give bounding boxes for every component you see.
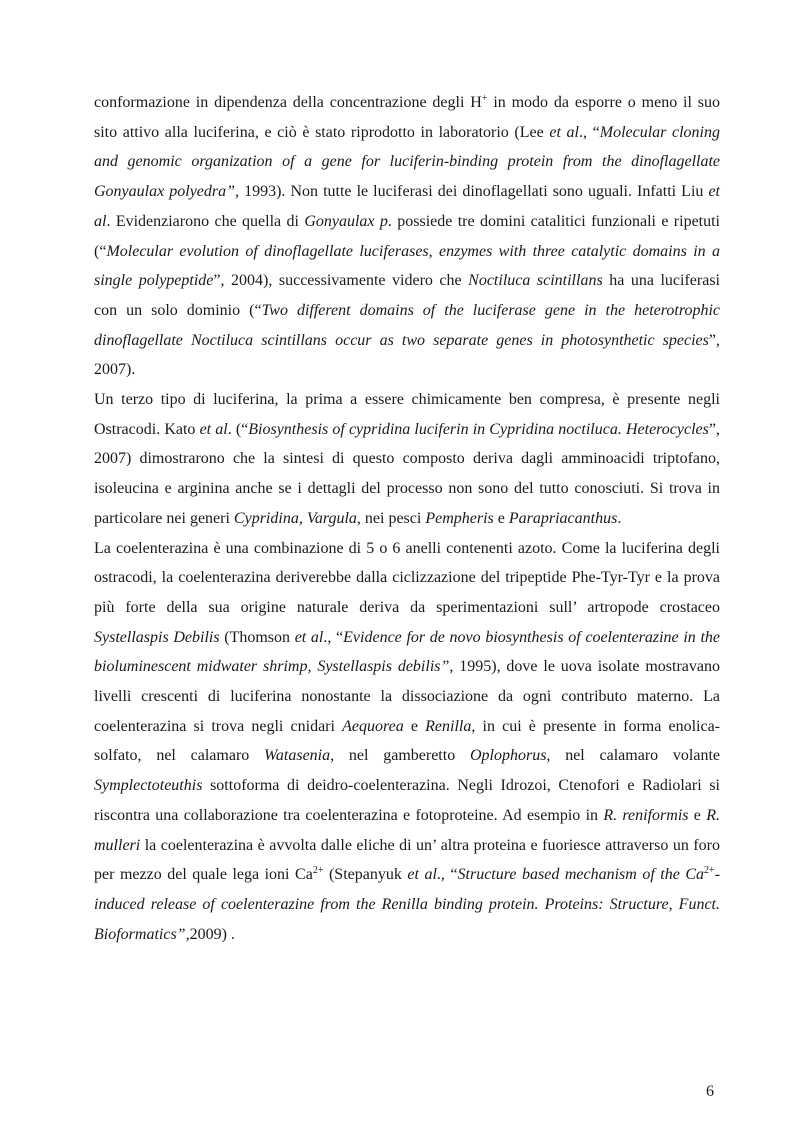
text-run: ., “ xyxy=(323,628,344,646)
italic-text: Molecular evolution of dinoflagellate luciferases, enzymes with three catalytic domains in a single polypeptide xyxy=(94,242,720,290)
text-run: in modo da esporre o meno il suo sito attivo alla luciferina, e ciò è stato riprodotto in laboratorio (Lee xyxy=(94,94,721,141)
text-run: . (“ xyxy=(227,420,249,438)
text-run: . Evidenziarono che quella di xyxy=(106,212,305,230)
italic-text: Symplectoteuthis xyxy=(94,777,203,795)
page-number: 6 xyxy=(706,1083,714,1100)
italic-text: Two different domains of the luciferase gene in the heterotrophic dinoflagellate Noctiluca scintillans occur as two separate genes in photosynthetic species xyxy=(94,301,720,349)
text-run: 2009) . xyxy=(189,925,235,943)
text-run: . possiede tre domini catalitici funzionali e ripetuti (“ xyxy=(94,212,721,260)
italic-text: Gonyaulax p xyxy=(304,212,388,230)
italic-text: Molecular cloning and genomic organization of a gene for luciferin-binding protein from the dinoflagellate Gonyaulax polyedra”, xyxy=(94,123,721,201)
italic-text: Cypridina xyxy=(233,509,299,527)
italic-text: R. mulleri xyxy=(94,806,721,854)
text-run: , nel calamaro volante xyxy=(546,747,721,765)
text-run: e xyxy=(493,509,509,527)
text-run: La coelenterazina è una combinazione di 5 o 6 anelli contenenti azoto. Come la luciferina degli ostracodi, la coelenterazina deriverebbe dalla ciclizzazione del tripeptide Phe-Tyr-Tyr e la prova più forte della sua origine naturale deriva da sperimentazioni sull’ artropode crostaceo xyxy=(94,539,720,616)
text-run: ha una luciferasi con un solo dominio (“ xyxy=(94,272,720,319)
document-body xyxy=(94,88,720,949)
italic-text: Vargula xyxy=(306,509,357,527)
text-run: (Thomson xyxy=(219,628,295,646)
italic-text: Pempheris xyxy=(425,509,494,527)
paragraph-1 xyxy=(94,88,720,385)
text-run: ”, 2004), successivamente videro che xyxy=(213,272,469,290)
text-run: 1995), dove le uova isolate mostravano livelli crescenti di luciferina nonostante la dissociazione da ogni contributo materno. La coelenterazina si trova negli cnidari xyxy=(94,658,720,735)
text-run: , nel gamberetto xyxy=(330,747,470,765)
italic-text: et al xyxy=(94,183,720,230)
text-run: 1993). Non tutte le luciferasi dei dinoflagellati sono uguali. Infatti Liu xyxy=(239,183,709,201)
italic-text: Oplophorus xyxy=(469,747,547,765)
italic-text: et al xyxy=(407,866,437,884)
paragraph-2 xyxy=(94,385,720,534)
superscript: 2+ xyxy=(704,865,715,877)
text-run: . xyxy=(617,509,622,527)
italic-text: Noctiluca scintillans xyxy=(468,272,603,290)
text-run: , xyxy=(298,509,307,527)
italic-text: R. reniformis xyxy=(603,806,689,824)
text-run: ”, 2007). xyxy=(94,331,720,379)
paragraph-3 xyxy=(94,534,720,950)
text-run: ”, 2007) dimostrarono che la sintesi di questo composto deriva dagli amminoacidi triptofano, isoleucina e arginina anche se i dettagli del processo non sono del tutto conosciuti. Si trova in particolare nei generi xyxy=(94,420,720,527)
italic-text: Parapriacanthus xyxy=(508,509,618,527)
text-run: la coelenterazina è avvolta dalle eliche di un’ altra proteina e fuoriesce attraverso un foro per mezzo del quale lega ioni Ca xyxy=(94,836,720,884)
italic-text: et al xyxy=(294,628,324,646)
italic-text: et al xyxy=(549,123,579,141)
text-run: , nei pesci xyxy=(356,509,426,527)
italic-text: Systellaspis Debilis xyxy=(94,628,220,646)
superscript: 2+ xyxy=(312,865,324,877)
text-run: Un terzo tipo di luciferina, la prima a essere chimicamente ben compresa, è presente negli Ostracodi. Kato xyxy=(94,391,720,438)
italic-text: et al xyxy=(199,420,228,438)
text-run: sottoforma di deidro-coelenterazina. Negli Idrozoi, Ctenofori e Radiolari si riscontra una collaborazione tra coelenterazina e fotoproteine. Ad esempio in xyxy=(94,777,720,824)
text-run: e xyxy=(403,717,426,735)
text-run: (Stepanyuk xyxy=(323,866,408,884)
italic-text: -induced release of coelenterazine from the Renilla binding protein. Proteins: Structure, Funct. Bioformatics”, xyxy=(94,866,721,943)
superscript: + xyxy=(481,93,488,104)
text-run: ., “ xyxy=(579,123,600,141)
text-run: conformazione in dipendenza della concentrazione degli H xyxy=(94,94,482,111)
italic-text: Renilla xyxy=(425,717,472,735)
text-run: ., “ xyxy=(436,866,458,884)
text-run: , in cui è presente in forma enolica-solfato, nel calamaro xyxy=(94,717,721,765)
italic-text: Biosynthesis of cypridina luciferin in Cypridina noctiluca. Heterocycles xyxy=(248,420,709,438)
text-run: e xyxy=(688,806,707,824)
italic-text: Structure based mechanism of the Ca xyxy=(457,866,705,884)
italic-text: Aequorea xyxy=(342,717,404,735)
italic-text: Watasenia xyxy=(264,747,331,765)
italic-text: Evidence for de novo biosynthesis of coelenterazine in the bioluminescent midwater shrimp, Systellaspis debilis”, xyxy=(94,628,720,676)
